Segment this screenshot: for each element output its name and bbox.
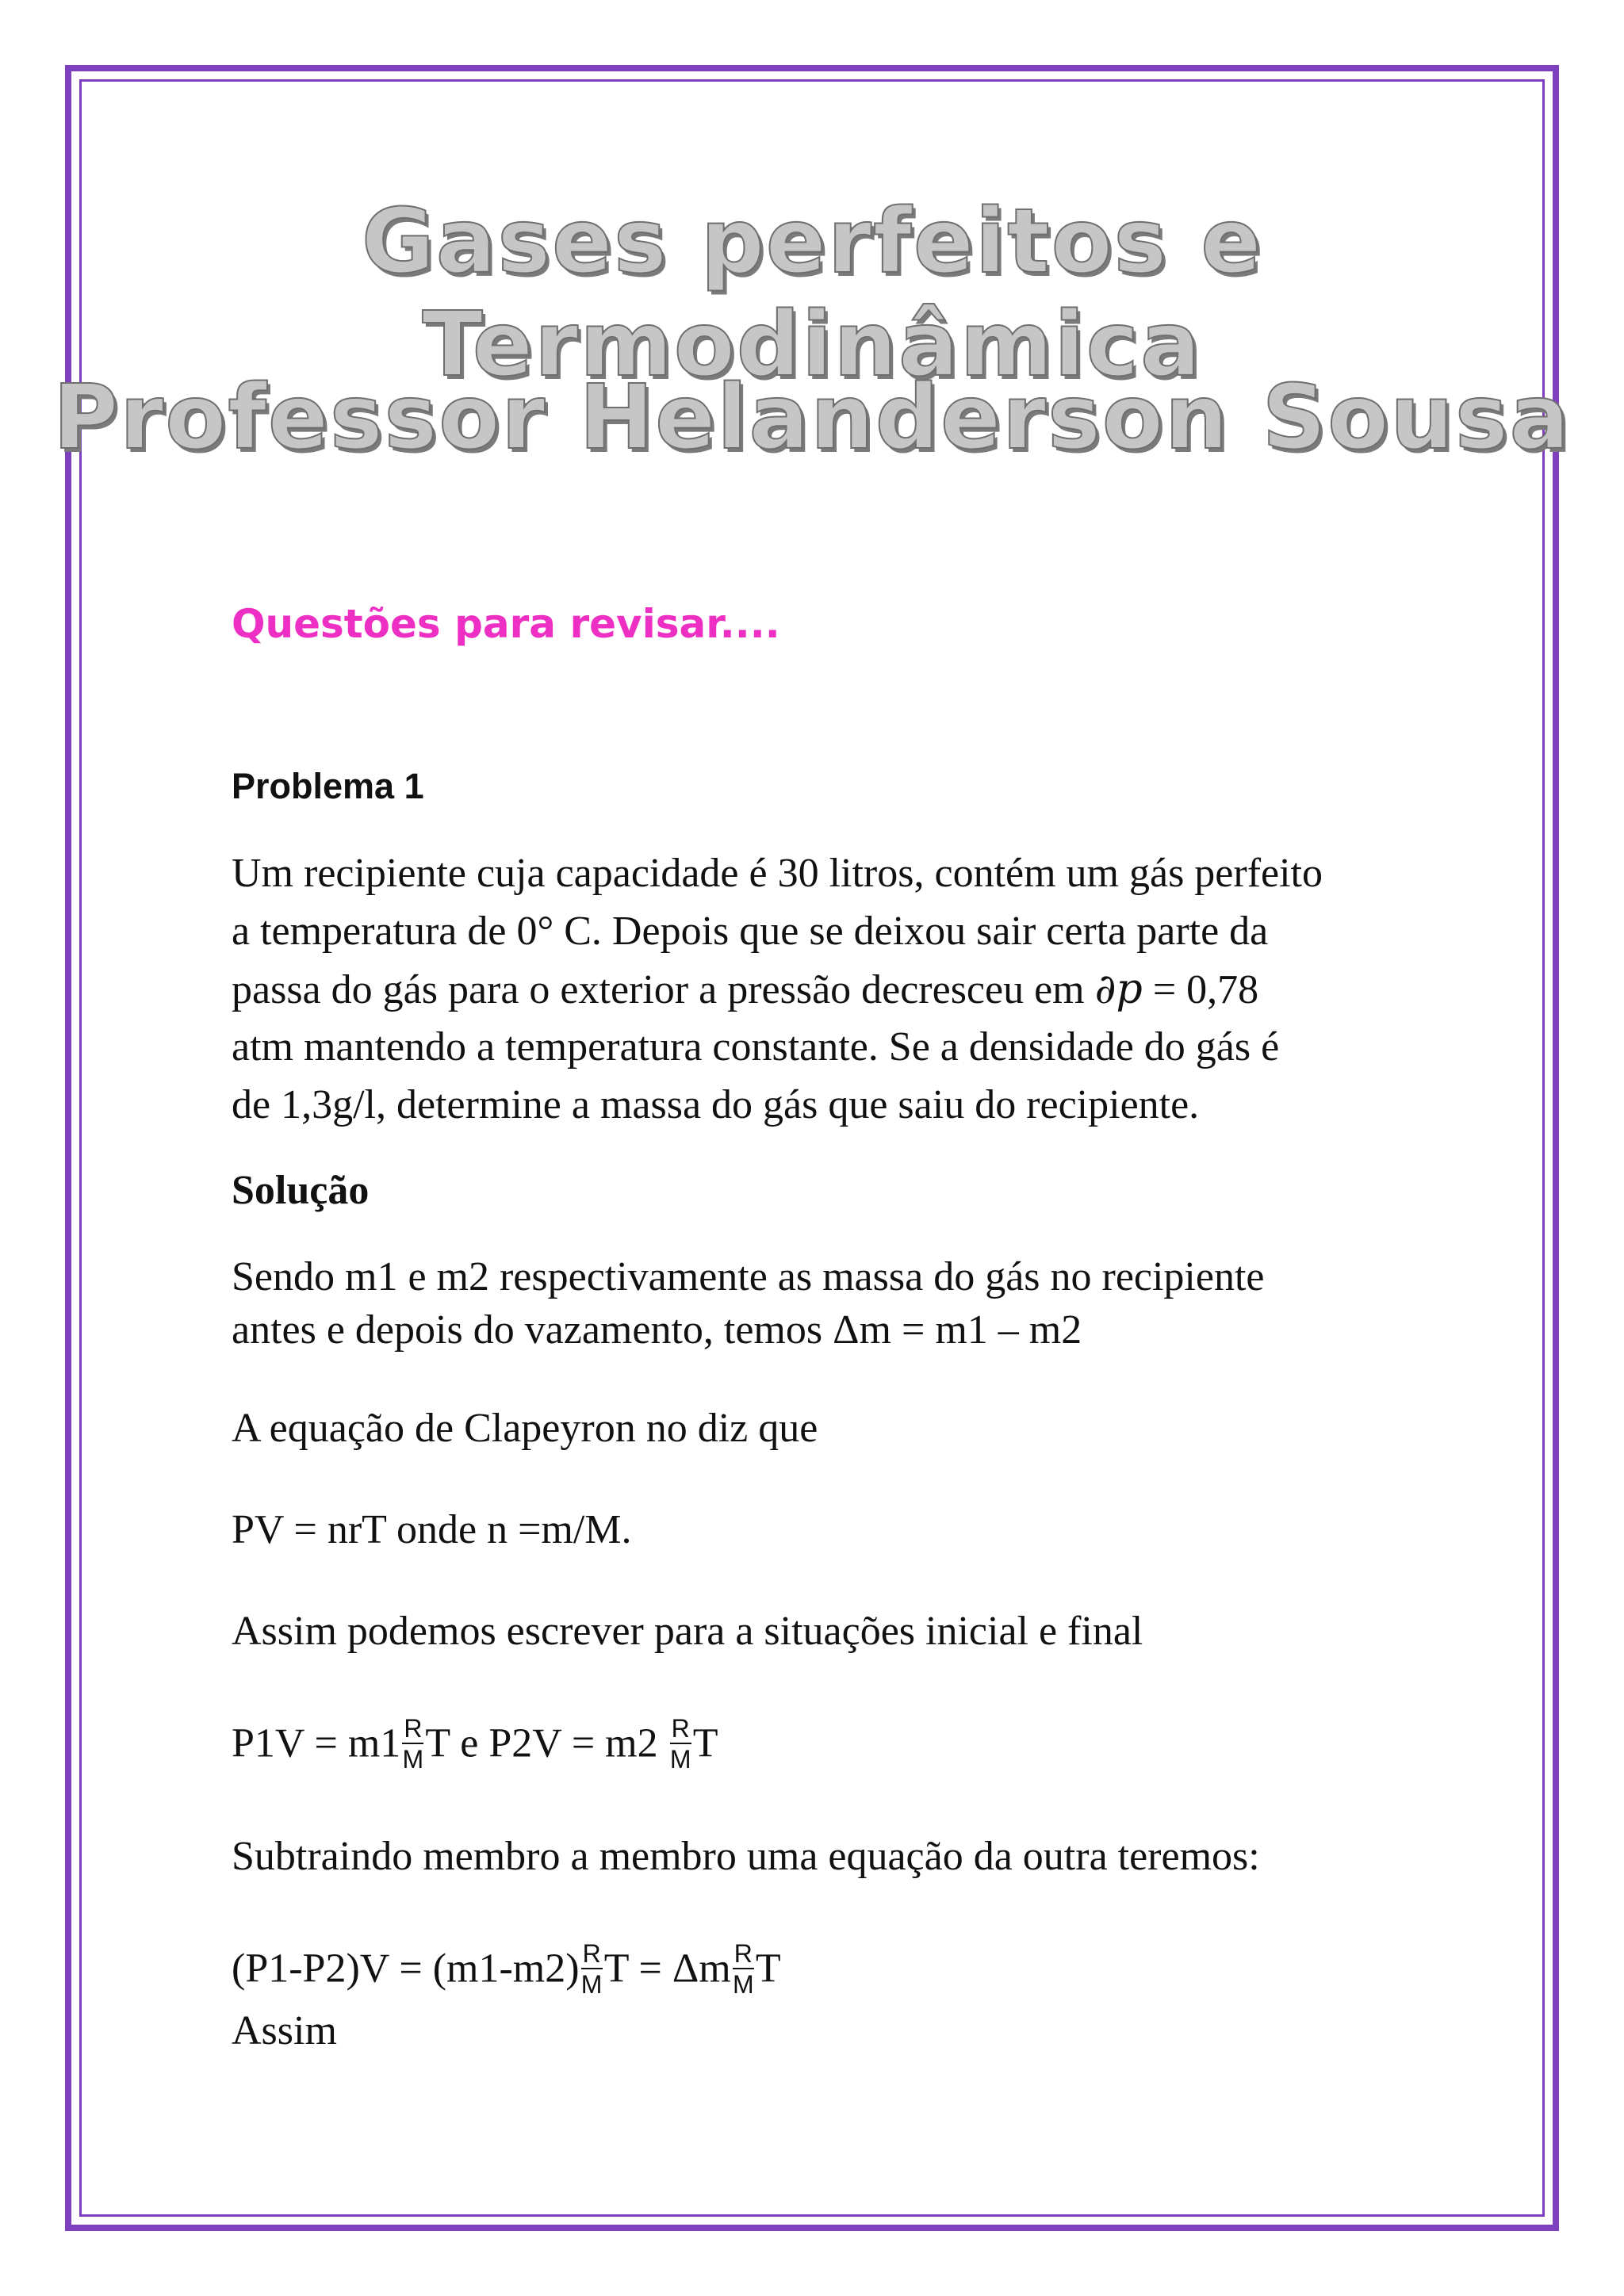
eq-part: P1V = m1 [232,1720,401,1766]
equation-initial-final [232,1714,718,1775]
fraction-r-over-m [670,1716,691,1772]
fraction-r-over-m [581,1941,603,1997]
solution-title: Solução [232,1168,370,1213]
statement-text: = 0,78 [1142,967,1259,1012]
problem-statement-line [232,966,1258,1014]
subtraindo-text: Subtraindo membro a membro uma equação da outra teremos: [232,1834,1260,1879]
assim-escrever-text: Assim podemos escrever para a situações inicial e final [232,1609,1143,1654]
pv-equation: PV = nrT onde n =m/M. [232,1507,632,1552]
statement-text: passa do gás para o exterior a pressão decresceu em [232,967,1095,1012]
problem-statement-line: atm mantendo a temperatura constante. Se a densidade do gás é [232,1024,1280,1070]
eq-part: T = Δm [603,1946,731,1992]
solution-intro-line: Sendo m1 e m2 respectivamente as massa do gás no recipiente [232,1254,1265,1299]
assim-text: Assim [232,2008,337,2053]
clapeyron-text: A equação de Clapeyron no diz que [232,1406,818,1451]
fraction-numerator: R [671,1714,690,1743]
document-subtitle: Professor Helanderson Sousa [52,366,1572,469]
eq-part: T [692,1720,718,1766]
problem-title: Problema 1 [232,766,424,806]
eq-part: T e P2V = m2 [425,1720,668,1766]
fraction-denominator: M [580,1970,603,1999]
equation-difference [232,1939,781,2000]
fraction-denominator: M [669,1745,691,1774]
problem-statement-line: a temperatura de 0° C. Depois que se deixou sair certa parte da [232,909,1269,954]
eq-part: T [755,1946,781,1992]
problem-statement-line: Um recipiente cuja capacidade é 30 litros, contém um gás perfeito [232,851,1323,896]
fraction-denominator: M [732,1970,754,1999]
fraction-r-over-m [402,1716,423,1772]
pressure-change-symbol: ∂p [1094,966,1143,1013]
problem-statement-line: de 1,3g/l, determine a massa do gás que saiu do recipiente. [232,1082,1200,1127]
fraction-denominator: M [402,1745,424,1774]
fraction-numerator: R [733,1939,753,1968]
document-title: Gases perfeitos e Termodinâmica [361,190,1263,396]
eq-part: (P1-P2)V = (m1-m2) [232,1946,580,1992]
fraction-r-over-m [733,1941,754,1997]
fraction-numerator: R [404,1714,423,1743]
solution-intro-line: antes e depois do vazamento, temos Δm = m1 – m2 [232,1307,1082,1353]
fraction-numerator: R [582,1939,601,1968]
review-tagline: Questões para revisar.... [232,601,780,647]
